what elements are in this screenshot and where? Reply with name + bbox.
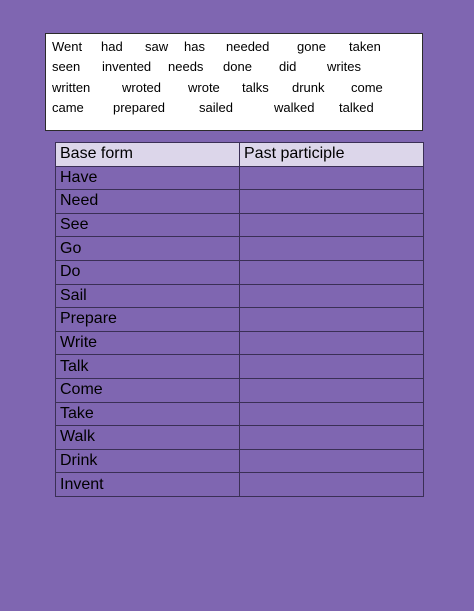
word-bank-word: had <box>101 39 123 54</box>
word-bank-word: did <box>279 59 297 74</box>
past-participle-cell[interactable] <box>240 284 424 308</box>
past-participle-cell[interactable] <box>240 473 424 497</box>
table-row <box>56 260 424 284</box>
table-row <box>56 308 424 332</box>
word-bank-word: sailed <box>199 100 233 115</box>
base-form-cell: Go <box>56 237 240 261</box>
base-form-cell: Walk <box>56 426 240 450</box>
past-participle-cell[interactable] <box>240 190 424 214</box>
word-bank-word: needs <box>168 59 204 74</box>
word-bank-box <box>45 33 423 131</box>
word-bank-line <box>46 58 422 76</box>
past-participle-cell[interactable] <box>240 449 424 473</box>
base-form-cell: Write <box>56 331 240 355</box>
verb-forms-table <box>55 142 424 497</box>
past-participle-cell[interactable] <box>240 378 424 402</box>
past-participle-cell[interactable] <box>240 331 424 355</box>
base-form-cell: Come <box>56 378 240 402</box>
past-participle-cell[interactable] <box>240 166 424 190</box>
table-row <box>56 331 424 355</box>
word-bank-word: needed <box>226 39 270 54</box>
word-bank-word: has <box>184 39 205 54</box>
base-form-cell: Drink <box>56 449 240 473</box>
table-row <box>56 473 424 497</box>
table-row <box>56 402 424 426</box>
word-bank-word: talks <box>242 80 269 95</box>
table-row <box>56 237 424 261</box>
past-participle-cell[interactable] <box>240 402 424 426</box>
table-header-row <box>56 143 424 167</box>
word-bank-word: came <box>52 100 84 115</box>
base-form-cell: Sail <box>56 284 240 308</box>
table-row <box>56 213 424 237</box>
word-bank-word: gone <box>297 39 326 54</box>
word-bank-word: writes <box>327 59 361 74</box>
word-bank-word: seen <box>52 59 81 74</box>
word-bank-word: come <box>351 80 383 95</box>
past-participle-cell[interactable] <box>240 237 424 261</box>
word-bank-word: walked <box>274 100 315 115</box>
word-bank-word: talked <box>339 100 374 115</box>
word-bank-line <box>46 79 422 97</box>
table-row <box>56 378 424 402</box>
table-row <box>56 190 424 214</box>
past-participle-cell[interactable] <box>240 426 424 450</box>
base-form-cell: Prepare <box>56 308 240 332</box>
word-bank-word: wrote <box>188 80 220 95</box>
past-participle-cell[interactable] <box>240 355 424 379</box>
word-bank-word: Went <box>52 39 83 54</box>
table-row <box>56 426 424 450</box>
word-bank-word: taken <box>349 39 381 54</box>
base-form-cell: Do <box>56 260 240 284</box>
base-form-cell: Need <box>56 190 240 214</box>
word-bank-word: invented <box>102 59 152 74</box>
table-row <box>56 355 424 379</box>
base-form-cell: Talk <box>56 355 240 379</box>
word-bank-word: done <box>223 59 252 74</box>
word-bank-line <box>46 99 422 117</box>
base-form-header: Base form <box>56 143 240 167</box>
word-bank-word: wroted <box>122 80 162 95</box>
base-form-cell: Take <box>56 402 240 426</box>
past-participle-header: Past participle <box>240 143 424 167</box>
word-bank-word: drunk <box>292 80 325 95</box>
word-bank-word: written <box>52 80 91 95</box>
base-form-cell: See <box>56 213 240 237</box>
word-bank-word: saw <box>145 39 169 54</box>
word-bank-word: prepared <box>113 100 166 115</box>
word-bank-line <box>46 38 422 56</box>
past-participle-cell[interactable] <box>240 213 424 237</box>
base-form-cell: Have <box>56 166 240 190</box>
table-row <box>56 284 424 308</box>
table-row <box>56 449 424 473</box>
table-row <box>56 166 424 190</box>
past-participle-cell[interactable] <box>240 308 424 332</box>
past-participle-cell[interactable] <box>240 260 424 284</box>
base-form-cell: Invent <box>56 473 240 497</box>
